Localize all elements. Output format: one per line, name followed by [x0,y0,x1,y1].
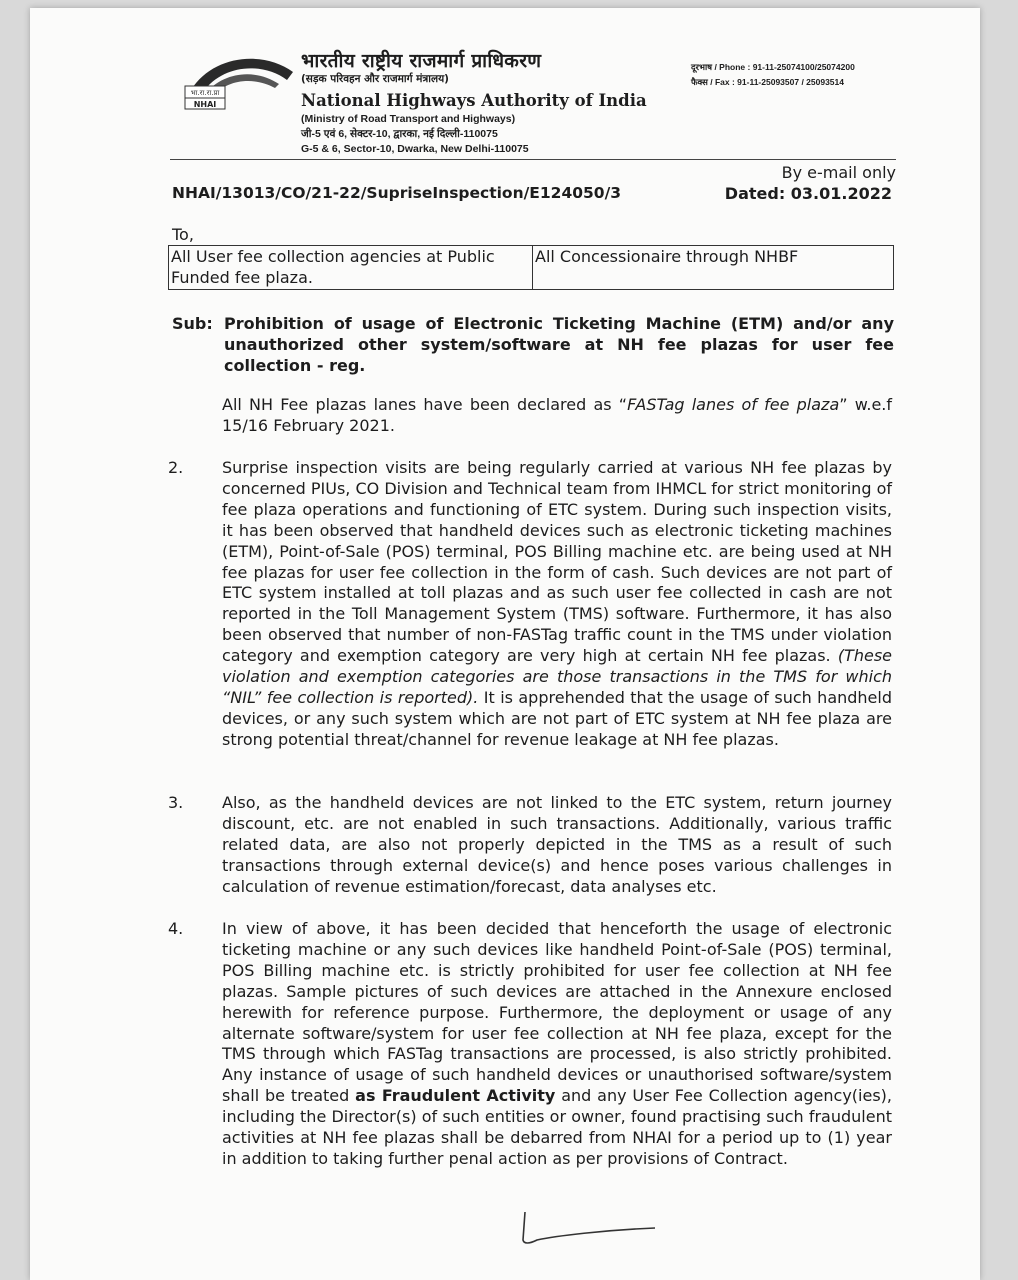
paragraph-4 [222,919,892,1170]
letter-date: Dated: 03.01.2022 [724,184,892,203]
paragraph-4-text-end: and any User Fee Collection agency(ies), including the Director(s) of such entities or owner, found practising such fraudulent activities at NH fee plazas shall be debarred from NHAI for a period up to (1) year in addition to taking further penal action as per provisions of Contract. [222,1086,892,1168]
paragraph-2-text-end: It is apprehended that the usage of such handheld devices, or any such system which are not part of ETC system at NH fee plaza are strong potential threat/channel for revenue leakage at NH fee plazas. [222,687,893,749]
org-name-hindi: भारतीय राष्ट्रीय राजमार्ग प्राधिकरण [301,50,542,72]
paragraph-2-number: 2. [168,458,184,477]
paragraph-3: Also, as the handheld devices are not linked to the ETC system, return journey discount, etc. are not enabled in such transactions. Additionally, various traffic related data, are also not properly depicted in the TMS as a result of such transactions through external device(s) and hence poses various challenges in calculation of revenue estimation/forecast, data analyses etc. [222,793,892,896]
ministry-english: (Ministry of Road Transport and Highways) [301,113,516,125]
recipients-table [168,245,894,290]
reference-number: NHAI/13013/CO/21-22/SupriseInspection/E124050/3 [172,184,622,202]
fax-number: फैक्स / Fax : 91-11-25093507 / 25093514 [691,77,844,87]
header-divider [170,159,896,160]
address-hindi: जी-5 एवं 6, सेक्टर-10, द्वारका, नई दिल्ली-110075 [301,128,498,140]
phone-number: दूरभाष / Phone : 91-11-25074100/25074200 [691,62,855,72]
org-name-english: National Highways Authority of India [301,91,647,110]
paragraph-3-number: 3. [168,793,184,812]
signature-mark [515,1210,660,1250]
contact-info [691,60,855,90]
organization-header [301,50,647,157]
paragraph-1-text-end: ” w.e.f 15/16 February 2021. [222,395,893,435]
paragraph-2-italic: (These violation and exemption categories are those transactions in the TMS for which “NIL” fee collection is reported). [222,646,892,707]
paragraph-2-text: Surprise inspection visits are being regularly carried at various NH fee plazas by concerned PIUs, CO Division and Technical team from IHMCL for strict monitoring of fee plaza operations and functioning of ETC system. During such inspection visits, it has been observed that handheld devices such as electronic ticketing machines (ETM), Point-of-Sale (POS) terminal, POS Billing machine etc. are being used at NH fee plazas for user fee collection in the form of cash. Such devices are not part of ETC system installed at toll plazas and as such user fee collected in cash are not reported in the Toll Management System (TMS) software. Furthermore, it has also been observed that number of non-FASTag traffic count in the TMS under violation category and exemption category are very high at certain NH fee plazas. [222,458,892,666]
paragraph-1-italic: FASTag lanes of fee plaza [627,395,840,414]
recipient-2: All Concessionaire through NHBF [535,247,799,266]
paragraph-4-text: In view of above, it has been decided that henceforth the usage of electronic ticketing machine or any such devices like handheld Point-of-Sale (POS) terminal, POS Billing machine etc. is strictly prohibited for user fee collection at NH fee plazas. Sample pictures of such devices are attached in the Annexure enclosed herewith for reference purpose. Furthermore, the deployment or usage of any alternate software/system for user fee collection at NH fee plaza, except for the TMS through which FASTag transactions are processed, is also strictly prohibited. Any instance of usage of such handheld devices or unauthorised software/system shall be treated [222,919,892,1106]
logo-text: NHAI [193,100,217,109]
address-english: G-5 & 6, Sector-10, Dwarka, New Delhi-110075 [301,143,529,155]
subject-text: Prohibition of usage of Electronic Ticketing Machine (ETM) and/or any unauthorized other system/software at NH fee plazas for user fee collection - reg. [224,314,894,375]
recipient-1: All User fee collection agencies at Public Funded fee plaza. [169,246,533,289]
delivery-note: By e-mail only [781,163,896,182]
to-label: To, [172,225,194,244]
logo-hindi-text: भा.रा.रा.प्रा [190,89,220,97]
subject-label: Sub: [172,314,213,333]
paragraph-4-bold: as Fraudulent Activity [355,1086,556,1106]
ministry-hindi: (सड़क परिवहन और राजमार्ग मंत्रालय) [301,73,449,85]
subject-line [172,313,894,376]
paragraph-2 [222,458,892,751]
paragraph-4-number: 4. [168,919,184,938]
paragraph-1 [222,395,892,437]
paragraph-1-text: All NH Fee plazas lanes have been declared as “ [222,395,628,414]
nhai-logo [183,50,295,120]
